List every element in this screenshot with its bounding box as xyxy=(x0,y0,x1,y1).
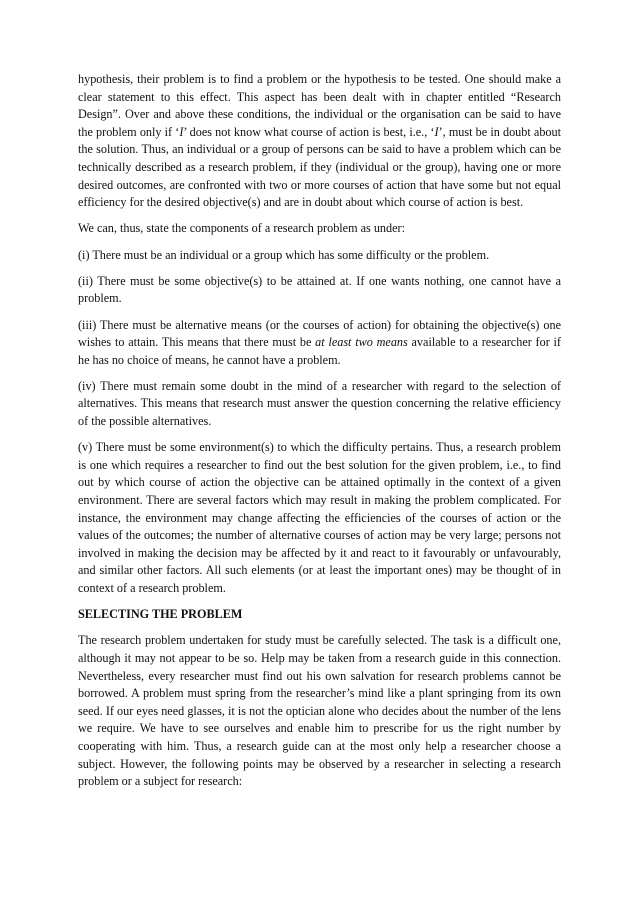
paragraph-component-iii xyxy=(78,317,561,370)
paragraph-components-intro: We can, thus, state the components of a research problem as under: xyxy=(78,221,405,236)
italic-run: I xyxy=(179,124,184,139)
document-page xyxy=(78,71,561,799)
paragraph-problem-definition xyxy=(78,71,561,212)
italic-run: at least two means xyxy=(315,335,408,350)
text-run: ’, must be in doubt about the solution. Thus, an individual or a group of persons can be said to have a problem which can be technically described as a research problem, if they (individual or the group), having one or more desired outcomes, are confronted with two or more courses of action that have some but not equal efficiency for the desired objective(s) and are in doubt about which course of action is best. xyxy=(78,124,561,210)
paragraph-component-v: (v) There must be some environment(s) to which the difficulty pertains. Thus, a research problem is one which requires a researcher to find out the best solution for the given problem, i.e., to find out by which course of action the objective can be attained optimally in the context of a given environment. There are several factors which may result in making the problem complicated. For instance, the environment may change affecting the efficiencies of the courses of action or the values of the outcomes; the number of alternative courses of action may be very large; persons not involved in making the decision may be affected by it and react to it favourably or unfavourably, and similar other factors. All such elements (or at least the important ones) may be thought of in context of a research problem. xyxy=(78,440,561,595)
text-run: available to a researcher for if he has no choice of means, he cannot have a problem. xyxy=(78,335,561,367)
text-run: hypothesis, their problem is to find a problem or the hypothesis to be tested. One should make a clear statement to this effect. This aspect has been dealt with in chapter entitled “Research Design”. Over and above these conditions, the individual or the organisation can be said to have the problem only if ‘ xyxy=(78,72,561,139)
paragraph-selecting-problem: The research problem undertaken for study must be carefully selected. The task is a difficult one, although it may not appear to be so. Help may be taken from a research guide in this connection. Nevertheless, every researcher must find out his own salvation for research problems cannot be borrowed. A problem must spring from the researcher’s mind like a plant springing from its own seed. If our eyes need glasses, it is not the optician alone who decides about the number of the lens we require. We have to see ourselves and enable him to prescribe for us the right number by cooperating with him. Thus, a research guide can at the most only help a researcher choose a subject. However, the following points may be observed by a researcher in selecting a research problem or a subject for research: xyxy=(78,633,561,789)
text-run: ’ does not know what course of action is best, i.e., ‘ xyxy=(183,124,435,139)
paragraph-component-iv: (iv) There must remain some doubt in the mind of a researcher with regard to the selection of alternatives. This means that research must answer the question concerning the relative efficiency of the possible alternatives. xyxy=(78,378,561,429)
italic-run: I xyxy=(434,124,439,139)
paragraph-component-i: (i) There must be an individual or a group which has some difficulty or the problem. xyxy=(78,247,490,262)
section-heading: SELECTING THE PROBLEM xyxy=(78,607,243,622)
text-run: (iii) There must be alternative means (or the courses of action) for obtaining the objective(s) one wishes to attain. This means that there must be xyxy=(78,317,561,350)
paragraph-component-ii: (ii) There must be some objective(s) to be attained at. If one wants nothing, one cannot have a problem. xyxy=(78,273,561,306)
